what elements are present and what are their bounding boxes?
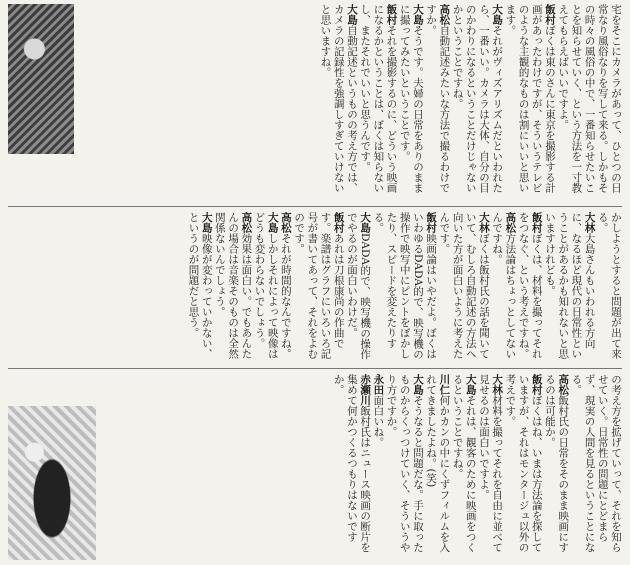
- dialogue-text: しかしそれによって映像はどうも変わらないでしょう。: [253, 212, 279, 359]
- speaker-name: 高松: [557, 374, 570, 395]
- dialogue-text: あれは刀根康尚の作曲です。楽譜はグラフにいろいろ記号が書いてあって、それをよむのです。: [293, 212, 345, 359]
- dialogue-text: それがヴィズアリズムだといわれたら、一番いい。カメラは大体、自分の目のかわりになるということだけじゃないかということですね。: [451, 4, 504, 193]
- speaker-name: 高松: [279, 212, 292, 233]
- dialogue-text: ぼくは東のさんに東京を撮影する計画があったわけですが、そういうテレビのような主観的なものは割にいいと思います。: [504, 4, 556, 193]
- speaker-name: 大島: [411, 4, 424, 25]
- divider-bottom: [8, 368, 622, 369]
- dialogue-line: [398, 4, 424, 200]
- dialogue-line: [345, 212, 371, 362]
- dialogue-line: [292, 212, 345, 362]
- dialogue-text: ぼくは飯村氏の話を聞いていて、むしろ自動記述の方法へ向いた方が面白いように考えたんです。: [438, 212, 490, 359]
- divider-top: [8, 206, 622, 207]
- dialogue-line: [556, 4, 622, 200]
- dialogue-line: [424, 4, 450, 200]
- dialogue-text: 方法論はちょっとしてないんですね。: [491, 212, 517, 359]
- speaker-name: 大島: [464, 374, 477, 395]
- dialogue-text: そうなると問題だな。手に取ったものからくっつけていく、そういうやり方ですか。: [385, 374, 424, 553]
- dialogue-text: 飯村氏の日常をそのまま映画にするのは可能か。: [543, 374, 570, 553]
- top-photo: [8, 4, 74, 154]
- dialogue-line: [186, 212, 212, 362]
- dialogue-line: [543, 374, 569, 560]
- speaker-name: 大島: [345, 4, 358, 25]
- dialogue-line: [503, 4, 556, 200]
- dialogue-line: [437, 212, 490, 362]
- top-text-columns: [80, 4, 622, 200]
- dialogue-line: [371, 212, 437, 362]
- speaker-name: 大島: [411, 374, 424, 395]
- speaker-name: 大林: [491, 374, 504, 395]
- speaker-name: 川仁: [438, 374, 451, 395]
- dialogue-text: 大島さんもいわれる方向に、なるほど現代の日常性ということがあるかも知れないと思いますけれども。: [543, 212, 596, 359]
- dialogue-line: [450, 4, 503, 200]
- dialogue-line: [358, 4, 398, 200]
- dialogue-text: そうです。夫婦の日常をありのままに撮ってみたいということです。: [398, 4, 424, 193]
- speaker-name: 赤瀬川: [359, 374, 372, 406]
- bottom-tier: [8, 374, 622, 560]
- dialogue-text: 自動記述みたいな方法で撮るわけですか。: [425, 4, 451, 193]
- dialogue-text: ぼくは、材料を撮ってそれをつなぐ、という考えですね。: [517, 212, 543, 359]
- top-tier: [8, 4, 622, 200]
- speaker-name: 高松: [438, 4, 451, 25]
- speaker-name: 飯村: [425, 212, 438, 233]
- speaker-name: 飯村: [543, 4, 556, 25]
- dialogue-text: DADA的で、映写機の操作でやるのが面白いわけだ。: [345, 212, 372, 360]
- speaker-name: 大島: [491, 4, 504, 25]
- speaker-name: 高松: [240, 212, 253, 233]
- speaker-name: 大島: [266, 212, 279, 233]
- dialogue-text: それを撮影するのに、どういう映画になるかということは、ぼくは知らないし、またそれでいいと思うんです。: [359, 4, 398, 193]
- dialogue-text: 飯村氏はニュース映画の断片を集めて何かつくるつもりはないですか。: [332, 374, 372, 553]
- dialogue-text: 材料を撮ってそれを自由に並べて見せるのは面白いですよ。: [477, 374, 504, 553]
- dialogue-line: [516, 212, 542, 362]
- dialogue-text: 効果は面白い。でもあんたんの場合は音楽そのものは全然関係ないんでしょう。: [213, 212, 253, 359]
- dialogue-line: [490, 212, 516, 362]
- middle-tier: [8, 212, 622, 362]
- bottom-text-columns: [104, 374, 622, 560]
- dialogue-line: [213, 212, 253, 362]
- speaker-name: 飯村: [530, 374, 543, 395]
- dialogue-line: [371, 374, 384, 560]
- speaker-name: 大島: [359, 212, 372, 233]
- dialogue-text: 何かカンの中にくずフィルムを入れてきましたよね。(笑): [425, 374, 451, 553]
- bottom-photo: [8, 406, 96, 560]
- dialogue-text: 映画論はいやだよ。ぼくはいわゆるDADA的で、映写機の操作で映写中にピントをぼかしたり、スピードを変えたりする。: [372, 212, 438, 360]
- dialogue-line: [450, 374, 476, 560]
- speaker-name: 大島: [200, 212, 213, 233]
- dialogue-line: [424, 374, 450, 560]
- dialogue-text: それが時間的なんですね。: [279, 233, 292, 359]
- dialogue-line: [318, 4, 358, 200]
- dialogue-line: [569, 374, 622, 560]
- speaker-name: 永田: [372, 374, 385, 395]
- dialogue-text: かしようとすると問題が出て来る。: [596, 212, 622, 359]
- dialogue-line: [332, 374, 372, 560]
- dialogue-line: [503, 374, 543, 560]
- speaker-name: 高松: [504, 212, 517, 233]
- speaker-name: 大林: [477, 212, 490, 233]
- dialogue-text: それは、観客のために映画をつくるということですね。: [451, 374, 477, 553]
- dialogue-text: の考え方を拡げていって、それを知らせていく。日常性の問題にとどまらず、現実の人間を見るということになる。: [570, 374, 622, 553]
- dialogue-text: 面白いね。: [372, 395, 385, 448]
- speaker-name: 飯村: [332, 212, 345, 233]
- dialogue-line: [543, 212, 596, 362]
- dialogue-line: [252, 212, 278, 362]
- dialogue-text: ぼくはね、いまは方法論を探していますが、それはモンタージュ以外の考えです。: [504, 374, 543, 553]
- speaker-name: 飯村: [385, 4, 398, 25]
- middle-text-columns: [8, 212, 622, 362]
- dialogue-line: [279, 212, 292, 362]
- dialogue-line: [477, 374, 503, 560]
- dialogue-text: 自動記述というものの考え方では、カメラの記録性を強調しすぎていけないと思いますね。: [319, 4, 358, 193]
- speaker-name: 飯村: [530, 212, 543, 233]
- dialogue-text: 宅をそこにカメラがあって、ひとつの日常なり風俗なりを写して来る。しかもその時々の風俗の中で、一番知らせたいことを知らせていく、という方法を一寸教えてもらえばいいですよ。: [557, 4, 622, 193]
- dialogue-line: [596, 212, 622, 362]
- speaker-name: 大林: [583, 212, 596, 233]
- dialogue-text: 映像が変わっていかない、というのが問題だと思う。: [187, 212, 213, 359]
- dialogue-line: [384, 374, 424, 560]
